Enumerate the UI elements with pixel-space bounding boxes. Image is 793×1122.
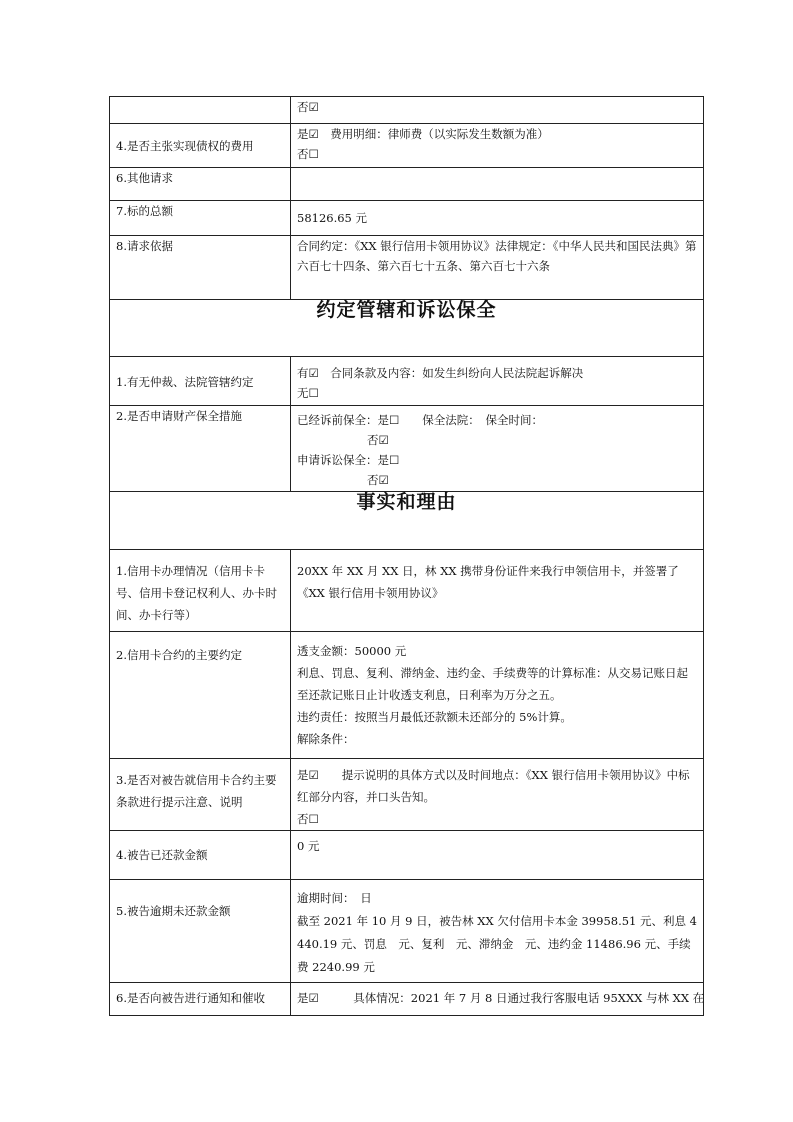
table-row bbox=[110, 236, 704, 300]
row-value: 58126.65 元 bbox=[291, 201, 704, 236]
row-value: 透支金额：50000 元 利息、罚息、复利、滞纳金、违约金、手续费等的计算标准：从交易记账日起至还款记账日止计收透支利息，日利率为万分之五。 违约责任：按照当月最低还款额未还部分的 5%计算。 解除条件： bbox=[291, 632, 704, 759]
row-label bbox=[110, 97, 291, 124]
table-row bbox=[110, 759, 704, 831]
row-label: 4.被告已还款金额 bbox=[110, 831, 291, 880]
row-label: 3.是否对被告就信用卡合约主要条款进行提示注意、说明 bbox=[110, 759, 291, 831]
table-row bbox=[110, 406, 704, 492]
row-label: 7.标的总额 bbox=[110, 201, 291, 236]
row-label: 8.请求依据 bbox=[110, 236, 291, 300]
section-title: 约定管辖和诉讼保全 bbox=[110, 300, 704, 357]
row-label: 6.其他请求 bbox=[110, 168, 291, 201]
table-row bbox=[110, 983, 704, 1016]
row-value: 逾期时间： 日 截至 2021 年 10 月 9 日，被告林 XX 欠付信用卡本金 39958.51 元、利息 4440.19 元、罚息 元、复利 元、滞纳金 元、违约金 11486.96 元、手续费 2240.99 元 bbox=[291, 880, 704, 983]
row-label: 2.是否申请财产保全措施 bbox=[110, 406, 291, 492]
row-value bbox=[291, 168, 704, 201]
section-header-row bbox=[110, 300, 704, 357]
table-row bbox=[110, 831, 704, 880]
row-value: 合同约定：《XX 银行信用卡领用协议》法律规定：《中华人民共和国民法典》第六百七十四条、第六百七十五条、第六百七十六条 bbox=[291, 236, 704, 300]
complaint-form-table bbox=[109, 96, 704, 1016]
table-row bbox=[110, 168, 704, 201]
row-value: 0 元 bbox=[291, 831, 704, 880]
section-header-row bbox=[110, 492, 704, 550]
row-label: 1.信用卡办理情况（信用卡卡号、信用卡登记权利人、办卡时间、办卡行等） bbox=[110, 550, 291, 632]
table-row bbox=[110, 124, 704, 168]
table-row bbox=[110, 97, 704, 124]
table-row bbox=[110, 550, 704, 632]
row-value: 否☑ bbox=[291, 97, 704, 124]
table-row bbox=[110, 201, 704, 236]
table-row bbox=[110, 632, 704, 759]
row-value: 是☑ 具体情况：2021 年 7 月 8 日通过我行客服电话 95XXX 与林 XX 在 bbox=[291, 983, 704, 1016]
row-value: 20XX 年 XX 月 XX 日，林 XX 携带身份证件来我行申领信用卡，并签署了《XX 银行信用卡领用协议》 bbox=[291, 550, 704, 632]
section-title: 事实和理由 bbox=[110, 492, 704, 550]
row-value: 是☑ 提示说明的具体方式以及时间地点：《XX 银行信用卡领用协议》中标红部分内容，并口头告知。 否☐ bbox=[291, 759, 704, 831]
row-value: 是☑ 费用明细：律师费（以实际发生数额为准） 否☐ bbox=[291, 124, 704, 168]
row-label: 1.有无仲裁、法院管辖约定 bbox=[110, 357, 291, 406]
row-value: 有☑ 合同条款及内容：如发生纠纷向人民法院起诉解决 无☐ bbox=[291, 357, 704, 406]
row-label: 5.被告逾期未还款金额 bbox=[110, 880, 291, 983]
row-label: 2.信用卡合约的主要约定 bbox=[110, 632, 291, 759]
table-row bbox=[110, 880, 704, 983]
row-value: 已经诉前保全：是☐ 保全法院： 保全时间： 否☑ 申请诉讼保全：是☐ 否☑ bbox=[291, 406, 704, 492]
table-row bbox=[110, 357, 704, 406]
row-label: 4.是否主张实现债权的费用 bbox=[110, 124, 291, 168]
row-label: 6.是否向被告进行通知和催收 bbox=[110, 983, 291, 1016]
